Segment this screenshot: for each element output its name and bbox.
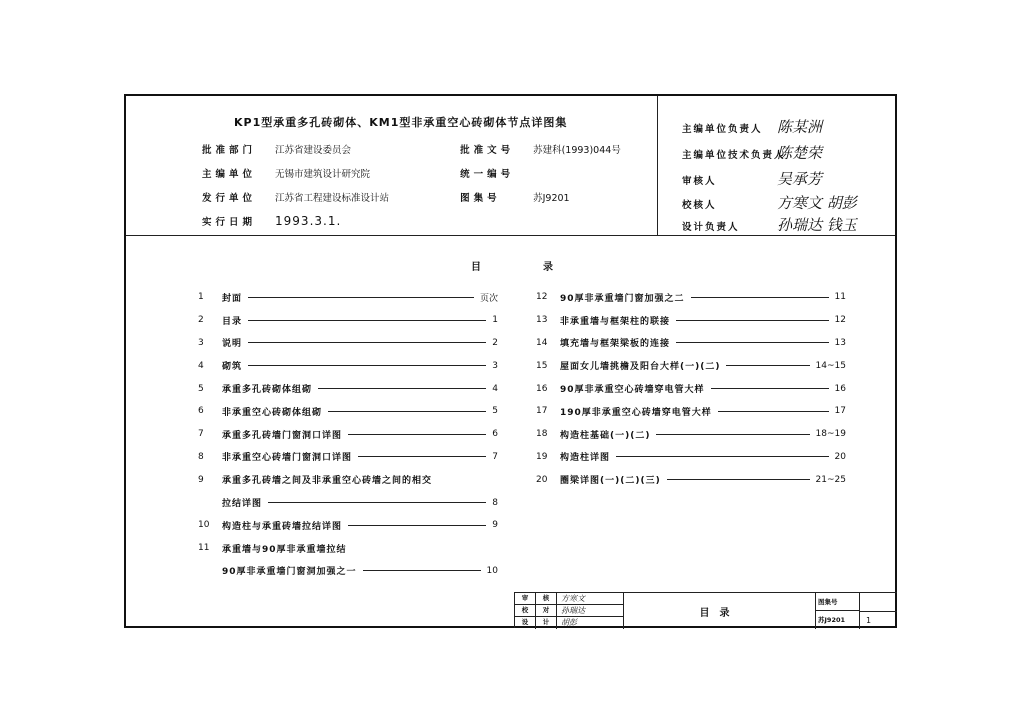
contents-item: [198, 560, 498, 583]
contents-item: [536, 446, 846, 469]
contents-item-page: 18~19: [815, 429, 846, 440]
contents-item-page: 8: [492, 497, 498, 508]
header-row-issuer: [202, 190, 570, 204]
responsible-label: 主编单位负责人: [682, 124, 763, 135]
signature: 方寒文: [561, 594, 585, 603]
contents-left-column: [198, 286, 498, 582]
contents-item-title: 承重多孔砖墙之间及非承重空心砖墙之间的相交: [222, 476, 433, 487]
chief-unit-label: 主编单位: [202, 169, 257, 180]
signoff-role: 审: [515, 593, 536, 604]
unified-label: 统一编号: [460, 169, 515, 180]
leader-line: [676, 320, 829, 321]
contents-item-number: 19: [536, 451, 548, 462]
contents-item-number: 4: [198, 360, 204, 371]
contents-item-number: 1: [198, 292, 204, 303]
contents-item-page: 11: [834, 292, 846, 303]
signoff-row: [515, 593, 623, 605]
contents-item-page: 21~25: [815, 474, 846, 485]
leader-line: [248, 297, 474, 298]
leader-line: [656, 434, 809, 435]
contents-item-title: 构造柱基础(一)(二): [560, 430, 651, 441]
date-value: 1993.3.1.: [275, 214, 342, 228]
approval-dept-label: 批准部门: [202, 145, 257, 156]
contents-item: [198, 514, 498, 537]
contents-item-title: 非承重墙与框架柱的联接: [560, 316, 671, 327]
contents-item-title: 圈梁详图(一)(二)(三): [560, 476, 661, 487]
signature: 孙瑞达: [561, 606, 585, 615]
contents-item-number: 15: [536, 360, 548, 371]
contents-item: [536, 309, 846, 332]
contents-item: [198, 332, 498, 355]
contents-item: [198, 354, 498, 377]
contents-heading-char: 录: [543, 262, 553, 273]
contents-item-title: 砌筑: [222, 362, 243, 373]
signoff-role: 对: [536, 605, 557, 616]
contents-item-page: 3: [492, 360, 498, 371]
responsible-label: 主编单位技术负责人: [682, 150, 786, 161]
contents-item-title: 承重多孔砖砌体组砌: [222, 385, 313, 396]
title-block-atlas: [815, 593, 897, 629]
signature: 方寒文 胡彭: [777, 194, 857, 212]
leader-line: [248, 342, 486, 343]
contents-item-page: 9: [492, 520, 498, 531]
responsible-persons-block: [658, 96, 895, 236]
document-title: KP1型承重多孔砖砌体、KM1型非承重空心砖砌体节点详图集: [234, 116, 568, 129]
title-block: [514, 592, 897, 628]
contents-item-number: 12: [536, 292, 548, 303]
approval-doc-label: 批准文号: [460, 145, 515, 156]
responsible-label: 校核人: [682, 200, 717, 211]
signoff-role: 设: [515, 617, 536, 629]
contents-item-number: 17: [536, 406, 548, 417]
contents-item: [536, 400, 846, 423]
contents-item: [198, 377, 498, 400]
contents-item-title: 190厚非承重空心砖墙穿电管大样: [560, 407, 712, 418]
signature: 胡彭: [561, 618, 577, 627]
signature: 孙瑞达 钱玉: [777, 216, 857, 234]
contents-item: [198, 446, 498, 469]
contents-item: [536, 423, 846, 446]
leader-line: [248, 365, 486, 366]
contents-item-number: 16: [536, 383, 548, 394]
signoff-role: 校: [515, 605, 536, 616]
leader-line: [248, 320, 486, 321]
contents-item: [536, 377, 846, 400]
contents-item: [536, 332, 846, 355]
signoff-role: 核: [536, 593, 557, 604]
contents-item-number: 14: [536, 337, 548, 348]
contents-item-page: 页次: [479, 293, 498, 304]
header-row-approval: [202, 142, 621, 156]
contents-item: [536, 468, 846, 491]
contents-item-number: 6: [198, 406, 204, 417]
contents-item-number: 8: [198, 451, 204, 462]
contents-item-title: 90厚非承重墙门窗加强之二: [560, 293, 685, 304]
atlas-number: 苏J9201: [816, 611, 860, 629]
drawing-name: 目录: [623, 593, 815, 629]
contents-item-page: 13: [834, 337, 846, 348]
contents-item-page: 2: [492, 337, 498, 348]
chief-unit-value: 无锡市建筑设计研究院: [275, 169, 371, 180]
header-row-date: [202, 214, 457, 228]
contents-item-number: 7: [198, 429, 204, 440]
leader-line: [726, 365, 809, 366]
atlas-label: 图集号: [460, 193, 501, 204]
leader-line: [616, 456, 829, 457]
atlas-value: 苏J9201: [533, 193, 570, 204]
issuer-label: 发行单位: [202, 193, 257, 204]
contents-item-title: 封面: [222, 293, 243, 304]
contents-item-title: 承重多孔砖墙门窗洞口详图: [222, 430, 343, 441]
contents-item-page: 16: [834, 383, 846, 394]
approval-doc-value: 苏建科(1993)044号: [533, 145, 621, 156]
responsible-row: [682, 168, 822, 189]
contents-item-number: 2: [198, 315, 204, 326]
contents-item-number: 13: [536, 315, 548, 326]
leader-line: [348, 525, 486, 526]
contents-item: [198, 423, 498, 446]
contents-item: [198, 468, 498, 491]
leader-line: [328, 411, 486, 412]
leader-line: [348, 434, 486, 435]
responsible-row: [682, 142, 822, 163]
signature: 陈某洲: [777, 118, 823, 136]
title-block-signoff: [515, 593, 623, 629]
contents-item-title: 非承重空心砖墙门窗洞口详图: [222, 453, 353, 464]
contents-item-title: 构造柱详图: [560, 453, 611, 464]
contents-item: [198, 309, 498, 332]
page-number: 1: [860, 611, 897, 629]
issuer-value: 江苏省工程建设标准设计站: [275, 193, 390, 204]
signoff-row: [515, 617, 623, 629]
leader-line: [691, 297, 829, 298]
contents-item-page: 20: [834, 451, 846, 462]
contents-item: [198, 537, 498, 560]
contents-item: [198, 400, 498, 423]
contents-item-number: 11: [198, 543, 210, 554]
contents-item-title: 拉结详图: [222, 499, 263, 510]
contents-item: [536, 286, 846, 309]
drawing-sheet: [124, 94, 897, 628]
header-row-chief-unit: [202, 166, 533, 180]
contents-item-page: 7: [492, 451, 498, 462]
contents-item-page: 5: [492, 406, 498, 417]
contents-item-page: 6: [492, 429, 498, 440]
contents-item-title: 承重墙与90厚非承重墙拉结: [222, 544, 347, 555]
contents-item-page: 1: [492, 315, 498, 326]
contents-item-number: 20: [536, 474, 548, 485]
contents-item-title: 非承重空心砖砌体组砌: [222, 407, 323, 418]
contents-item-page: 17: [834, 406, 846, 417]
signature: 吴承芳: [777, 170, 823, 188]
contents-heading-char: 目: [471, 262, 481, 273]
contents-item-page: 12: [834, 315, 846, 326]
contents-item-page: 14~15: [815, 360, 846, 371]
contents-right-column: [536, 286, 846, 491]
signature: 陈楚荣: [777, 144, 823, 162]
leader-line: [676, 342, 829, 343]
contents-heading: [471, 258, 553, 273]
contents-item: [536, 354, 846, 377]
signoff-row: [515, 605, 623, 617]
leader-line: [718, 411, 829, 412]
contents-item-page: 10: [486, 565, 498, 576]
leader-line: [363, 570, 481, 571]
contents-item-title: 填充墙与框架梁板的连接: [560, 339, 671, 350]
leader-line: [318, 388, 486, 389]
header-info-block: [126, 96, 658, 236]
contents-item-number: 9: [198, 474, 204, 485]
contents-item-number: 3: [198, 337, 204, 348]
responsible-row: [682, 116, 822, 137]
signoff-role: 计: [536, 617, 557, 629]
responsible-label: 设计负责人: [682, 222, 740, 233]
contents-item-title: 屋面女儿墙挑檐及阳台大样(一)(二): [560, 362, 721, 373]
responsible-row: [682, 192, 857, 213]
contents-item-number: 5: [198, 383, 204, 394]
leader-line: [268, 502, 486, 503]
contents-item-title: 构造柱与承重砖墙拉结详图: [222, 521, 343, 532]
contents-item-number: 18: [536, 429, 548, 440]
responsible-row: [682, 214, 857, 235]
contents-item-title: 90厚非承重墙门窗洞加强之一: [222, 567, 357, 578]
leader-line: [711, 388, 829, 389]
contents-item-page: 4: [492, 383, 498, 394]
contents-item-number: 10: [198, 520, 210, 531]
contents-item-title: 目录: [222, 316, 243, 327]
contents-item: [198, 491, 498, 514]
leader-line: [667, 479, 810, 480]
contents-item-title: 说明: [222, 339, 243, 350]
atlas-number-label: 图集号: [816, 593, 860, 611]
contents-item-title: 90厚非承重空心砖墙穿电管大样: [560, 385, 705, 396]
contents-item: [198, 286, 498, 309]
responsible-label: 审核人: [682, 176, 717, 187]
leader-line: [358, 456, 486, 457]
date-label: 实行日期: [202, 217, 257, 228]
approval-dept-value: 江苏省建设委员会: [275, 145, 352, 156]
